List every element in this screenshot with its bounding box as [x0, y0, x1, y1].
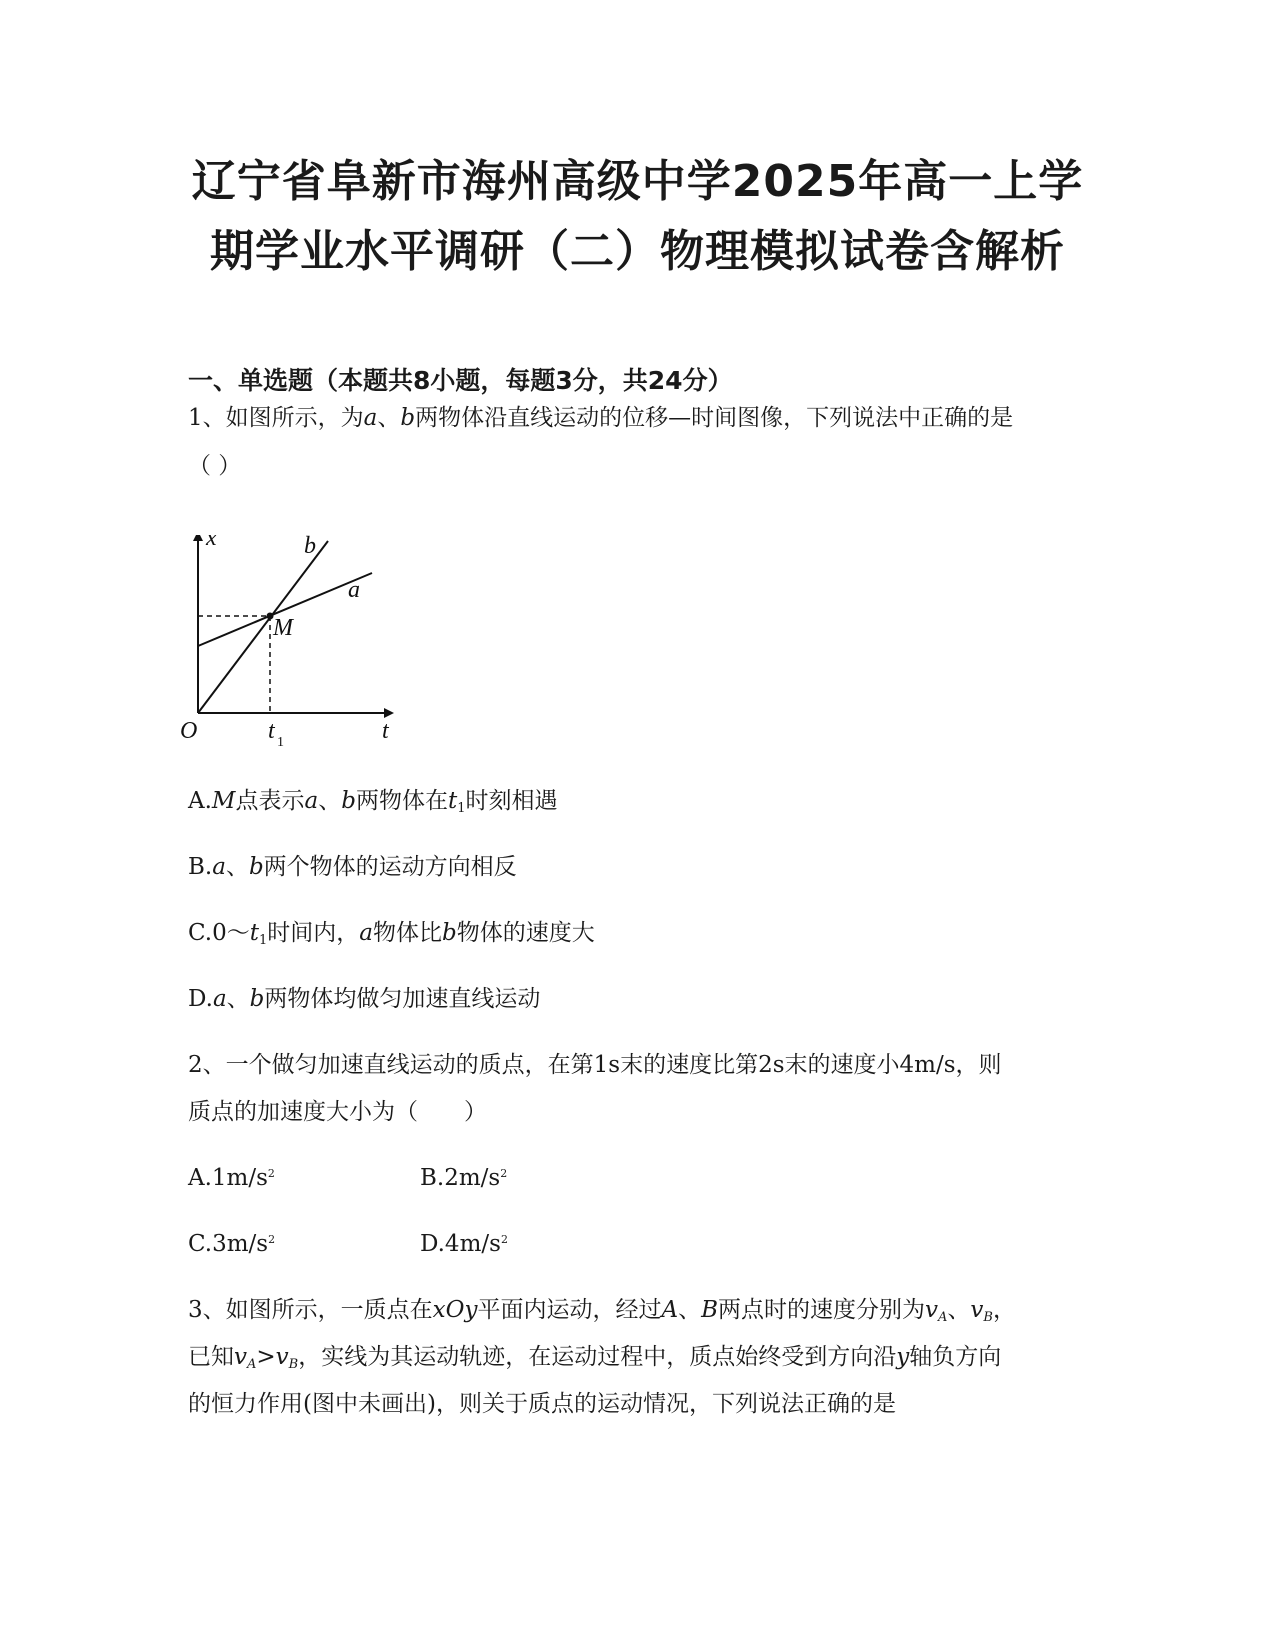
title-line-1: 辽宁省阜新市海州高级中学2025年高一上学 — [191, 156, 1084, 207]
q3-stem-line-3: 的恒力作用(图中未画出)，则关于质点的运动情况，下列说法正确的是 — [188, 1391, 896, 1417]
q1-paren: （ ） — [188, 453, 242, 479]
q1-option-a[interactable]: A.M点表示a、b两物体在$t_1$时刻相遇 — [188, 788, 558, 816]
title-line-2: 期学业水平调研（二）物理模拟试卷含解析 — [210, 226, 1065, 277]
q3-stem-line-1: 3、如图所示，一质点在xOy平面内运动，经过A、B两点时的速度分别为$v_A$、$v_B$， — [188, 1297, 1016, 1325]
line-a-label: a — [348, 577, 360, 603]
t1-label: t — [268, 718, 275, 744]
t-axis-label: t — [382, 718, 389, 744]
line-b-label: b — [304, 535, 316, 559]
q3-stem-line-2: 已知$v_A>v_B$，实线为其运动轨迹，在运动过程中，质点始终受到方向沿y轴负方向 — [188, 1344, 1002, 1372]
q1-xt-graph — [180, 535, 410, 755]
q2-option-a[interactable]: $A.1m/s^2$ — [188, 1165, 275, 1191]
x-axis-label: x — [206, 535, 217, 552]
q2-option-d[interactable]: $D.4m/s^2$ — [420, 1231, 508, 1257]
q2-option-c[interactable]: $C.3m/s^2$ — [188, 1231, 276, 1257]
q2-stem-line-2: 质点的加速度大小为（ ） — [188, 1099, 487, 1125]
line-b — [198, 541, 328, 713]
point-m-label: M — [273, 615, 293, 641]
q1-option-b[interactable]: B.a、b两个物体的运动方向相反 — [188, 854, 517, 880]
q2-stem-line-1: 2、一个做匀加速直线运动的质点，在第1s末的速度比第2s末的速度小4m/s，则 — [188, 1052, 1002, 1078]
section-heading: 一、单选题（本题共8小题，每题3分，共24分） — [188, 366, 733, 395]
q1-stem: 1、如图所示，为a、b两物体沿直线运动的位移—时间图像，下列说法中正确的是 — [188, 405, 1014, 431]
q2-option-b[interactable]: $B.2m/s^2$ — [420, 1165, 508, 1191]
q1-option-c[interactable]: $C.0\sim t_1$时间内，a物体比b物体的速度大 — [188, 920, 595, 948]
t1-subscript: 1 — [277, 735, 284, 750]
origin-label: O — [180, 718, 198, 744]
q1-option-d[interactable]: D.a、b两物体均做匀加速直线运动 — [188, 986, 541, 1012]
